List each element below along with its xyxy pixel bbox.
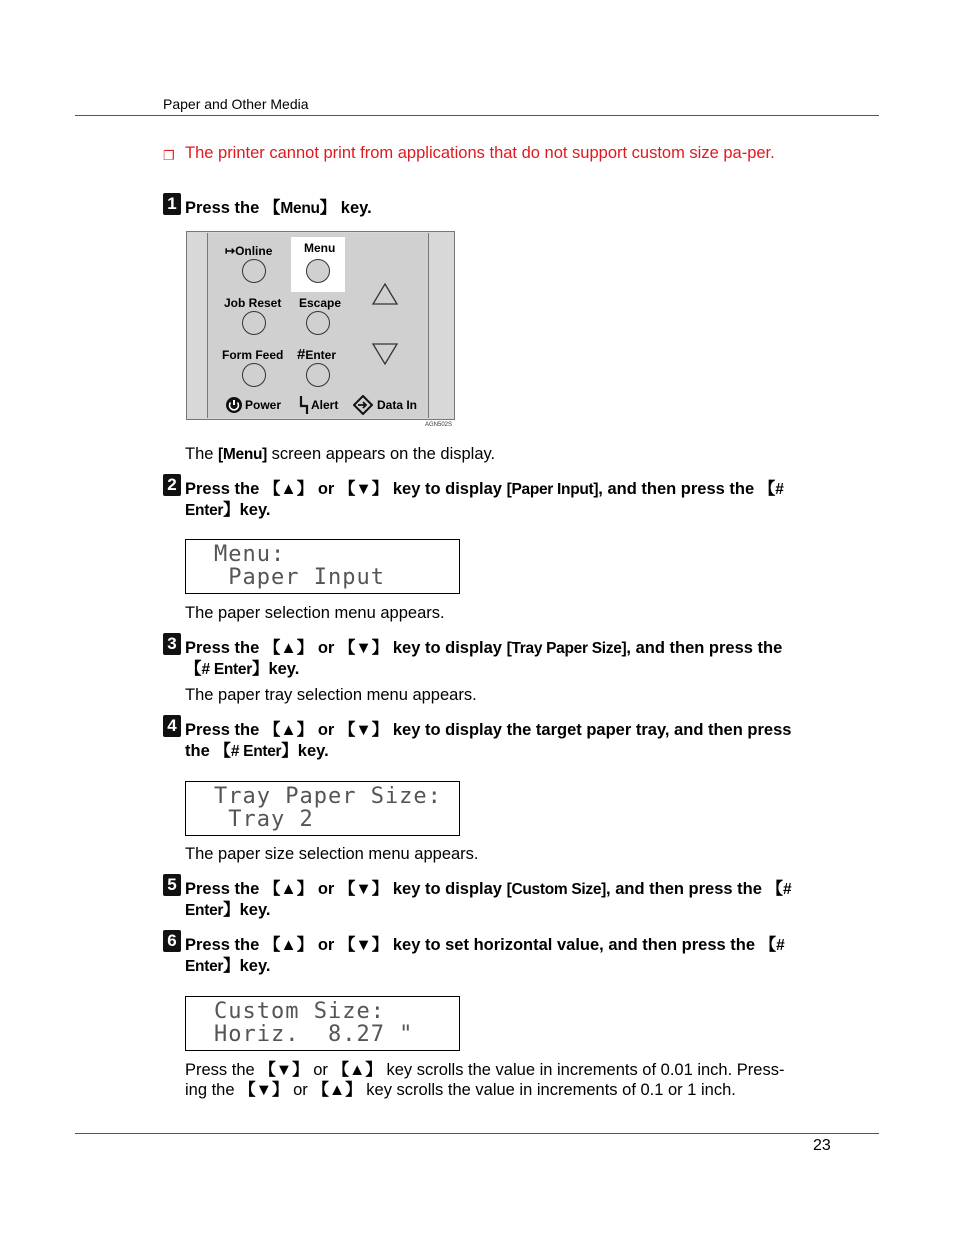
up-arrow-icon: ▲ — [280, 480, 297, 498]
down-arrow-icon: ▼ — [255, 1081, 272, 1099]
result-fragment: key scrolls the value in increments of 0.01 inch. Press-ing the — [185, 1061, 785, 1099]
key-bracket-close: 】 — [319, 199, 337, 217]
step-number-3: 3 — [163, 633, 181, 655]
online-label: ↦Online — [225, 244, 273, 258]
down-arrow-key-icon[interactable] — [372, 343, 398, 365]
key-bracket-open: 【 — [263, 199, 281, 217]
key-bracket-close: 】 — [371, 936, 389, 954]
step-2-text — [185, 479, 795, 521]
result-fragment: Press the — [185, 1061, 255, 1079]
key-bracket-open: 【 — [263, 721, 281, 739]
down-arrow-icon: ▼ — [355, 936, 372, 954]
key-name: # Enter — [201, 661, 252, 678]
step-text-fragment: Press the — [185, 936, 260, 954]
result-fragment: The — [185, 445, 214, 463]
job-reset-button[interactable] — [242, 311, 266, 335]
step-text-fragment: key to display — [392, 480, 502, 498]
step-text-fragment: Press the — [185, 480, 260, 498]
key-bracket-open: 【 — [332, 1061, 349, 1079]
online-button[interactable] — [242, 259, 266, 283]
key-bracket-close: 】 — [371, 880, 389, 898]
enter-label-text: Enter — [305, 348, 337, 362]
step-text-fragment: or — [317, 639, 335, 657]
step-text-fragment: key. — [239, 501, 271, 519]
step-text-fragment: or — [317, 936, 335, 954]
key-bracket-open: 【 — [259, 1061, 276, 1079]
menu-item-name: [Tray Paper Size] — [506, 640, 627, 657]
key-bracket-open: 【 — [338, 721, 356, 739]
lcd-line-2: Horiz. 8.27 " — [214, 1022, 414, 1047]
enter-button[interactable] — [306, 363, 330, 387]
lcd-display-2 — [185, 781, 460, 836]
step-1-result — [185, 444, 795, 465]
key-bracket-close: 】 — [223, 501, 240, 519]
escape-label: Escape — [299, 296, 342, 310]
menu-label: Menu — [304, 241, 336, 255]
checkbox-icon: ❐ — [163, 148, 175, 163]
up-arrow-icon: ▲ — [280, 639, 297, 657]
step-text-fragment: Press the — [185, 721, 260, 739]
power-icon — [225, 396, 243, 414]
down-arrow-icon: ▼ — [355, 721, 372, 739]
result-fragment: or — [313, 1061, 328, 1079]
key-bracket-close: 】 — [271, 1081, 289, 1099]
up-arrow-icon: ▲ — [349, 1061, 366, 1079]
key-bracket-open: 【 — [766, 880, 784, 898]
key-bracket-open: 【 — [263, 480, 281, 498]
up-arrow-icon: ▲ — [280, 936, 297, 954]
up-arrow-icon: ▲ — [280, 721, 297, 739]
data-in-icon — [353, 395, 373, 415]
menu-item-name: [Custom Size] — [506, 881, 607, 898]
key-bracket-open: 【 — [263, 639, 281, 657]
key-bracket-open: 【 — [338, 936, 356, 954]
enter-label — [297, 346, 336, 363]
step-text-fragment: key. — [340, 199, 372, 217]
key-bracket-close: 】 — [296, 721, 314, 739]
lcd-line-2: Tray 2 — [214, 807, 314, 832]
key-bracket-open: 【 — [312, 1081, 329, 1099]
online-label-text: Online — [235, 244, 273, 258]
step-text-fragment: key. — [239, 901, 271, 919]
step-3-text — [185, 638, 795, 680]
step-text-fragment: key to set horizontal value, and then press the — [392, 936, 756, 954]
key-bracket-open: 【 — [239, 1081, 256, 1099]
lcd-display-3 — [185, 996, 460, 1051]
down-arrow-icon: ▼ — [355, 639, 372, 657]
key-bracket-close: 】 — [292, 1061, 309, 1079]
job-reset-label: Job Reset — [224, 296, 282, 310]
key-bracket-close: 】 — [296, 480, 314, 498]
escape-button[interactable] — [306, 311, 330, 335]
operation-panel-figure — [186, 231, 455, 420]
result-key: [Menu] — [218, 446, 268, 463]
step-4-text — [185, 720, 795, 762]
step-6-text — [185, 935, 795, 977]
down-arrow-icon: ▼ — [275, 1061, 293, 1079]
running-header: Paper and Other Media — [163, 96, 309, 112]
down-arrow-icon: ▼ — [355, 880, 372, 898]
key-bracket-close: 】 — [296, 936, 314, 954]
step-6-result — [185, 1060, 795, 1100]
up-arrow-icon: ▲ — [328, 1081, 346, 1099]
step-text-fragment: Press the — [185, 639, 260, 657]
step-text-fragment: or — [317, 721, 335, 739]
step-text-fragment: , and then press the — [626, 639, 783, 657]
key-name: # Enter — [185, 937, 785, 975]
alert-icon — [298, 395, 310, 415]
result-fragment: screen appears on the display. — [271, 445, 496, 463]
note-block — [163, 143, 793, 163]
lcd-line-2: Paper Input — [214, 565, 385, 590]
key-bracket-open: 【 — [263, 880, 281, 898]
key-name: Menu — [280, 200, 320, 217]
power-label: Power — [245, 398, 282, 412]
key-bracket-open: 【 — [263, 936, 281, 954]
key-bracket-close: 】 — [365, 1061, 382, 1079]
step-number-4: 4 — [163, 715, 181, 737]
step-3-result: The paper tray selection menu appears. — [185, 686, 477, 704]
step-text-fragment: key to display — [392, 639, 502, 657]
lcd-line-1: Tray Paper Size: — [214, 784, 442, 809]
key-name: # Enter — [185, 881, 792, 919]
key-bracket-open: 【 — [185, 660, 202, 678]
step-text-fragment: Press the — [185, 880, 260, 898]
page-number: 23 — [813, 1137, 831, 1154]
key-bracket-open: 【 — [338, 480, 356, 498]
key-bracket-close: 】 — [371, 639, 389, 657]
step-4-result: The paper size selection menu appears. — [185, 845, 479, 863]
form-feed-label: Form Feed — [222, 348, 284, 362]
menu-button[interactable] — [306, 259, 330, 283]
step-number-1: 1 — [163, 193, 181, 215]
key-bracket-close: 】 — [345, 1081, 362, 1099]
step-5-text — [185, 879, 795, 921]
step-number-5: 5 — [163, 874, 181, 896]
lcd-display-1 — [185, 539, 460, 594]
note-text: The printer cannot print from applications that do not support custom size pa-per. — [185, 144, 775, 162]
key-bracket-close: 】 — [371, 721, 389, 739]
alert-label: Alert — [311, 398, 339, 412]
key-bracket-close: 】 — [296, 880, 314, 898]
up-arrow-icon: ▲ — [280, 880, 297, 898]
step-2-result: The paper selection menu appears. — [185, 604, 445, 622]
step-text-fragment: key to display the target paper tray, and then press the — [185, 721, 792, 760]
step-text-fragment: , and then press the — [606, 880, 762, 898]
down-arrow-icon: ▼ — [355, 480, 372, 498]
step-1-text — [185, 198, 795, 219]
key-bracket-open: 【 — [758, 480, 776, 498]
key-bracket-open: 【 — [759, 936, 777, 954]
form-feed-button[interactable] — [242, 363, 266, 387]
key-bracket-close: 】 — [251, 660, 269, 678]
up-arrow-key-icon[interactable] — [372, 283, 398, 305]
result-fragment: key scrolls the value in increments of 0.1 or 1 inch. — [366, 1081, 736, 1099]
step-text-fragment: or — [317, 880, 335, 898]
key-bracket-close: 】 — [223, 901, 240, 919]
key-bracket-open: 【 — [338, 639, 356, 657]
lcd-line-1: Menu: — [214, 542, 286, 567]
step-text-fragment: key to display — [392, 880, 502, 898]
step-text-fragment: , and then press the — [598, 480, 755, 498]
step-text-fragment: key. — [239, 957, 271, 975]
step-text-fragment: key. — [297, 742, 329, 760]
key-name: # Enter — [185, 481, 784, 519]
key-name: # Enter — [230, 743, 282, 760]
key-bracket-open: 【 — [338, 880, 356, 898]
key-bracket-close: 】 — [223, 957, 240, 975]
step-number-2: 2 — [163, 474, 181, 496]
step-text-fragment: or — [317, 480, 335, 498]
key-bracket-close: 】 — [281, 742, 298, 760]
step-text-fragment: key. — [268, 660, 300, 678]
key-bracket-open: 【 — [214, 742, 231, 760]
key-bracket-close: 】 — [371, 480, 389, 498]
menu-item-name: [Paper Input] — [506, 481, 599, 498]
lcd-line-1: Custom Size: — [214, 999, 385, 1024]
figure-code: AGN502S — [425, 422, 453, 428]
hash-icon: # — [297, 346, 306, 363]
step-number-6: 6 — [163, 930, 181, 952]
footer-rule — [75, 1133, 879, 1134]
header-rule — [75, 115, 879, 116]
result-fragment: or — [293, 1081, 308, 1099]
data-in-label: Data In — [377, 398, 418, 412]
step-text-fragment: Press the — [185, 199, 260, 217]
key-bracket-close: 】 — [296, 639, 314, 657]
